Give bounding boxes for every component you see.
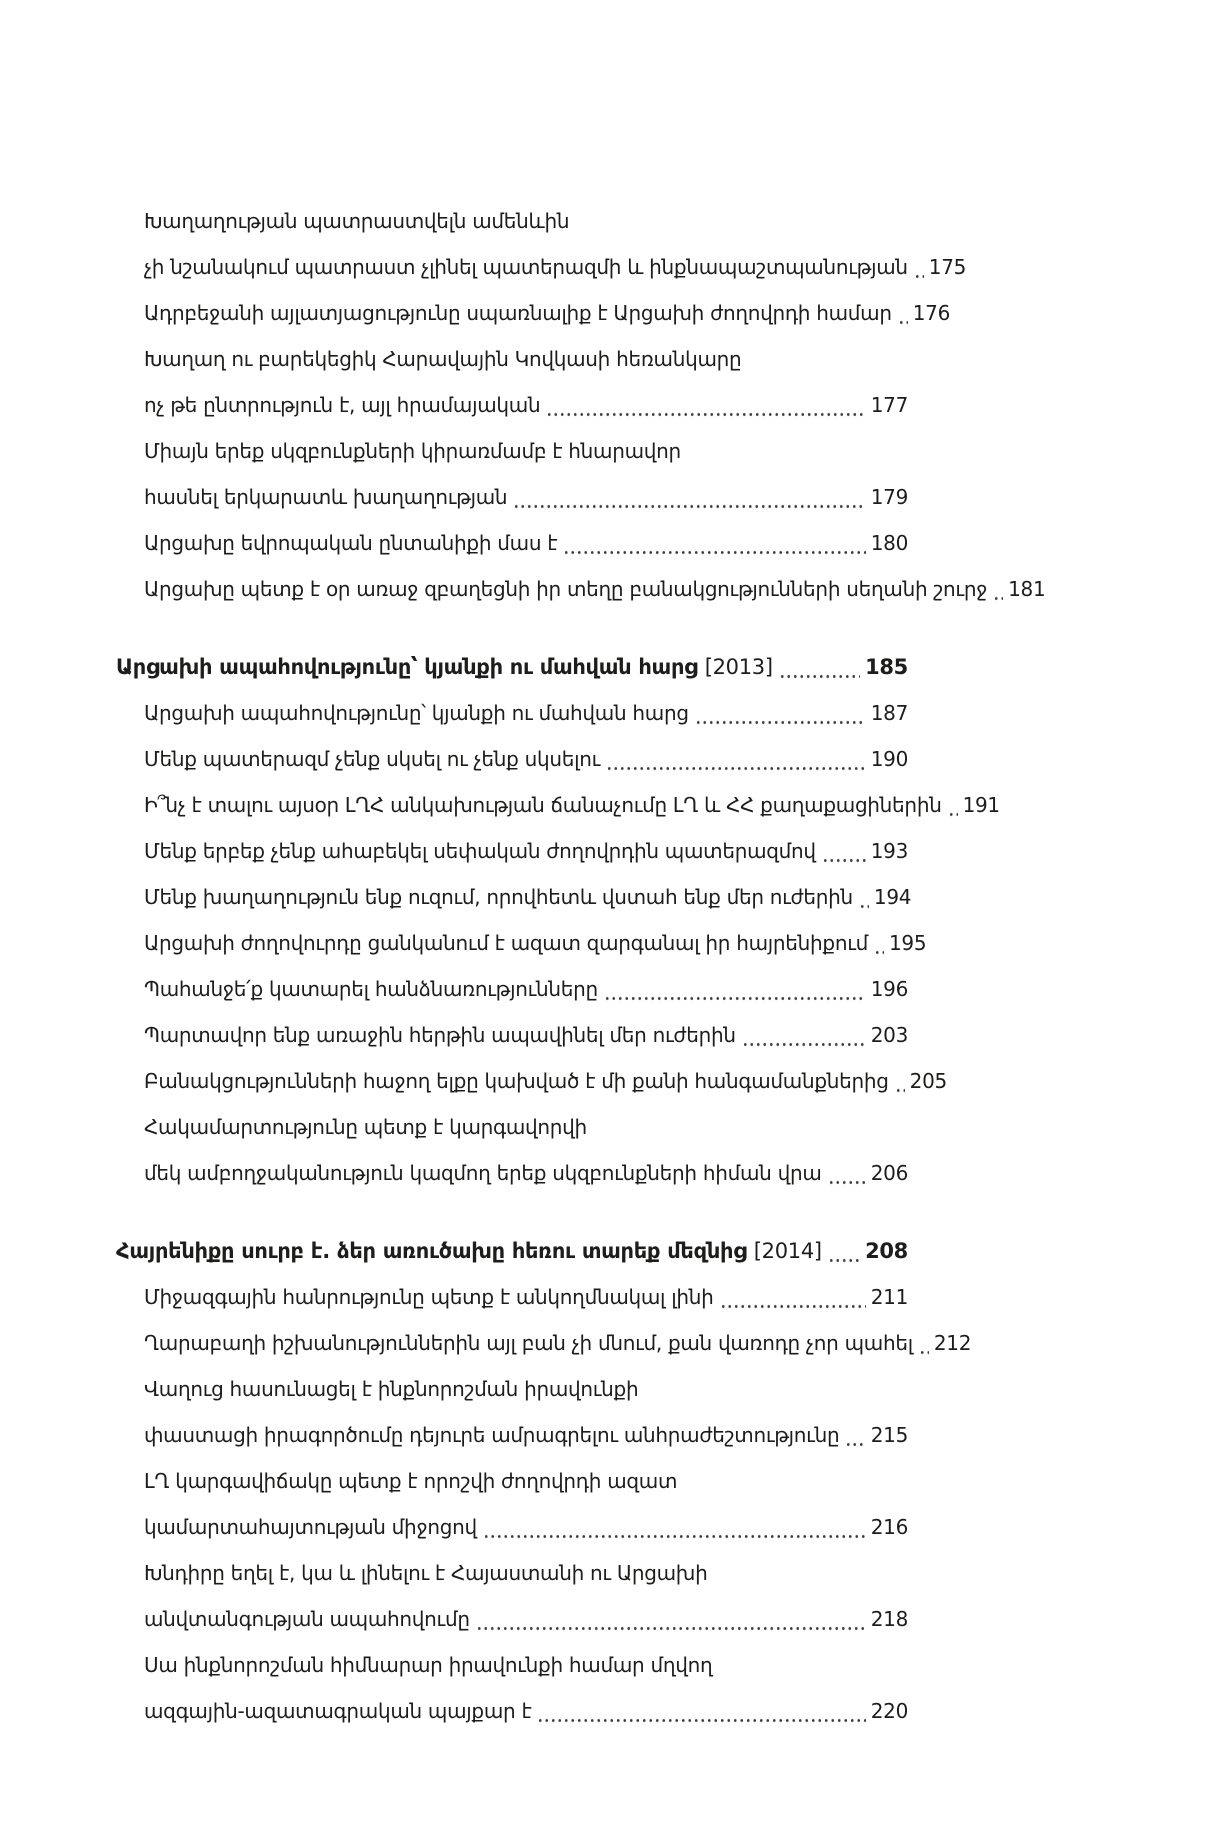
page-number: 220: [870, 1699, 908, 1723]
entry-text: Ի՞նչ է տալու այսօր ԼՂՀ անկախության ճանաչումը ԼՂ և ՀՀ քաղաքացիներին: [144, 793, 942, 817]
entry-text: չի նշանակում պատրաստ չլինել պատերազմի և ինքնապաշտպանության: [144, 255, 908, 279]
page-number: 212: [933, 1331, 972, 1355]
dot-leader: [874, 920, 884, 966]
page-number: 216: [870, 1515, 908, 1539]
page-number: 191: [962, 793, 1000, 817]
entry-text: անվտանգության ապահովումը: [144, 1607, 470, 1631]
entry-text: Հակամարտությունը պետք է կարգավորվի: [144, 1115, 587, 1139]
dot-leader: [828, 1228, 860, 1274]
toc-entry-line: [116, 874, 912, 920]
entry-text: Վաղուց հասունացել է ինքնորոշման իրավունքի: [144, 1377, 639, 1401]
dot-leader: [828, 1150, 866, 1196]
dot-leader: [606, 736, 866, 782]
page-number: 206: [870, 1161, 908, 1185]
dot-leader: [993, 566, 1003, 612]
toc-entry-line: [116, 1642, 908, 1688]
entry-text: Բանակցությունների հաջող ելքը կախված է մի քանի հանգամանքներից: [144, 1069, 889, 1093]
entry-text: մեկ ամբողջականություն կազմող երեք սկզբունքների հիման վրա: [144, 1161, 822, 1185]
entry-text: Արցախը պետք է օր առաջ զբաղեցնի իր տեղը բանակցությունների սեղանի շուրջ: [144, 577, 988, 601]
dot-leader: [822, 828, 866, 874]
toc-entry-line: [116, 336, 908, 382]
page-number: 203: [870, 1023, 908, 1047]
dot-leader: [919, 1320, 929, 1366]
entry-text: կամարտահայտության միջոցով: [144, 1515, 477, 1539]
section-heading: [116, 644, 908, 690]
dot-leader: [537, 1688, 865, 1734]
dot-leader: [898, 290, 908, 336]
toc-entry-line: [116, 198, 908, 244]
toc-entry-line: [116, 1320, 972, 1366]
toc-entry-line: [116, 1596, 908, 1642]
entry-text: Մենք երբեք չենք ահաբեկել սեփական ժողովրդին պատերազմով: [144, 839, 816, 863]
dot-leader: [604, 966, 866, 1012]
dot-leader: [845, 1412, 865, 1458]
toc-entry-line: [116, 520, 908, 566]
toc-entry-line: [116, 566, 1046, 612]
page-number: 179: [870, 485, 908, 509]
toc-entry-line: [116, 736, 908, 782]
toc-entry-line: [116, 244, 967, 290]
table-of-contents: [116, 198, 1046, 1734]
toc-entry-line: [116, 828, 908, 874]
page-number: 195: [889, 931, 927, 955]
toc-entry-line: [116, 1274, 908, 1320]
toc-entry-line: [116, 690, 908, 736]
toc-entry-line: [116, 1012, 908, 1058]
entry-text: Միայն երեք սկզբունքների կիրառմամբ է հնարավոր: [144, 439, 681, 463]
section-year: [2014]: [753, 1239, 822, 1263]
page-number: 177: [870, 393, 908, 417]
page-number: 194: [873, 885, 912, 909]
page-number: 193: [870, 839, 908, 863]
dot-leader: [779, 644, 860, 690]
page-number: 180: [870, 531, 908, 555]
dot-leader: [476, 1596, 866, 1642]
entry-text: Խաղաղ ու բարեկեցիկ Հարավային Կովկասի հեռանկարը: [144, 347, 742, 371]
page-number: 205: [909, 1069, 947, 1093]
toc-entry-line: [116, 782, 1000, 828]
dot-leader: [895, 1058, 905, 1104]
entry-text: փաստացի իրագործումը դեյուրե ամրագրելու անհրաժեշտությունը: [144, 1423, 840, 1447]
page-number: 181: [1008, 577, 1046, 601]
entry-text: Մենք խաղաղություն ենք ուզում, որովհետև վստահ ենք մեր ուժերին: [144, 885, 853, 909]
section-year: [2013]: [704, 655, 773, 679]
page-number: 208: [865, 1239, 908, 1263]
toc-entry-line: [116, 1366, 908, 1412]
entry-text: Պարտավոր ենք առաջին հերթին ապավինել մեր ուժերին: [144, 1023, 736, 1047]
section-title: Հայրենիքը սուրբ է. ձեր առուծախը հեռու տարեք մեզնից: [116, 1239, 747, 1263]
page-number: 187: [870, 701, 908, 725]
page-number: 196: [870, 977, 908, 1001]
dot-leader: [948, 782, 958, 828]
entry-text: Ադրբեջանի այլատյացությունը սպառնալիք է Արցախի ժողովրդի համար: [144, 301, 892, 325]
toc-entry-line: [116, 1550, 908, 1596]
entry-text: Արցախը եվրոպական ընտանիքի մաս է: [144, 531, 558, 555]
toc-entry-line: [116, 290, 951, 336]
page-number: 211: [870, 1285, 908, 1309]
entry-text: Միջազգային հանրությունը պետք է անկողմնակալ լինի: [144, 1285, 714, 1309]
dot-leader: [742, 1012, 866, 1058]
toc-entry-line: [116, 1150, 908, 1196]
entry-text: Մենք պատերազմ չենք սկսել ու չենք սկսելու: [144, 747, 601, 771]
dot-leader: [546, 382, 865, 428]
page-number: 190: [870, 747, 908, 771]
toc-entry-line: [116, 428, 908, 474]
entry-text: Սա ինքնորոշման հիմնարար իրավունքի համար մղվող: [144, 1653, 713, 1677]
toc-entry-line: [116, 474, 908, 520]
toc-entry-line: [116, 1688, 908, 1734]
entry-text: ազգային-ազատագրական պայքար է: [144, 1699, 532, 1723]
toc-entry-line: [116, 382, 908, 428]
dot-leader: [563, 520, 865, 566]
dot-leader: [483, 1504, 866, 1550]
entry-text: Խնդիրը եղել է, կա և լինելու է Հայաստանի ու Արցախի: [144, 1561, 708, 1585]
toc-entry-line: [116, 920, 927, 966]
toc-entry-line: [116, 1504, 908, 1550]
entry-text: Խաղաղության պատրաստվելն ամենևին: [144, 209, 570, 233]
entry-text: ԼՂ կարգավիճակը պետք է որոշվի ժողովրդի ազատ: [144, 1469, 678, 1493]
page-number: 176: [912, 301, 951, 325]
entry-text: Ղարաբաղի իշխանություններին այլ բան չի մնում, քան վառոդը չոր պահել: [144, 1331, 913, 1355]
dot-leader: [720, 1274, 866, 1320]
page-number: 185: [865, 655, 908, 679]
toc-entry-line: [116, 1412, 908, 1458]
entry-text: Արցախի ապահովությունը՝ կյանքի ու մահվան հարց: [144, 701, 689, 725]
dot-leader: [914, 244, 924, 290]
page-number: 215: [870, 1423, 908, 1447]
dot-leader: [695, 690, 866, 736]
dot-leader: [859, 874, 869, 920]
toc-entry-line: [116, 1104, 908, 1150]
entry-text: հասնել երկարատև խաղաղության: [144, 485, 508, 509]
page-number: 218: [870, 1607, 908, 1631]
entry-text: ոչ թե ընտրություն է, այլ հրամայական: [144, 393, 541, 417]
page-number: 175: [928, 255, 967, 279]
section-title: Արցախի ապահովությունը՝ կյանքի ու մահվան հարց: [116, 655, 698, 679]
toc-entry-line: [116, 1458, 908, 1504]
dot-leader: [513, 474, 865, 520]
entry-text: Պահանջե՛ք կատարել հանձնառությունները: [144, 977, 598, 1001]
toc-entry-line: [116, 966, 908, 1012]
section-heading: [116, 1228, 908, 1274]
toc-entry-line: [116, 1058, 947, 1104]
entry-text: Արցախի ժողովուրդը ցանկանում է ազատ զարգանալ իր հայրենիքում: [144, 931, 868, 955]
